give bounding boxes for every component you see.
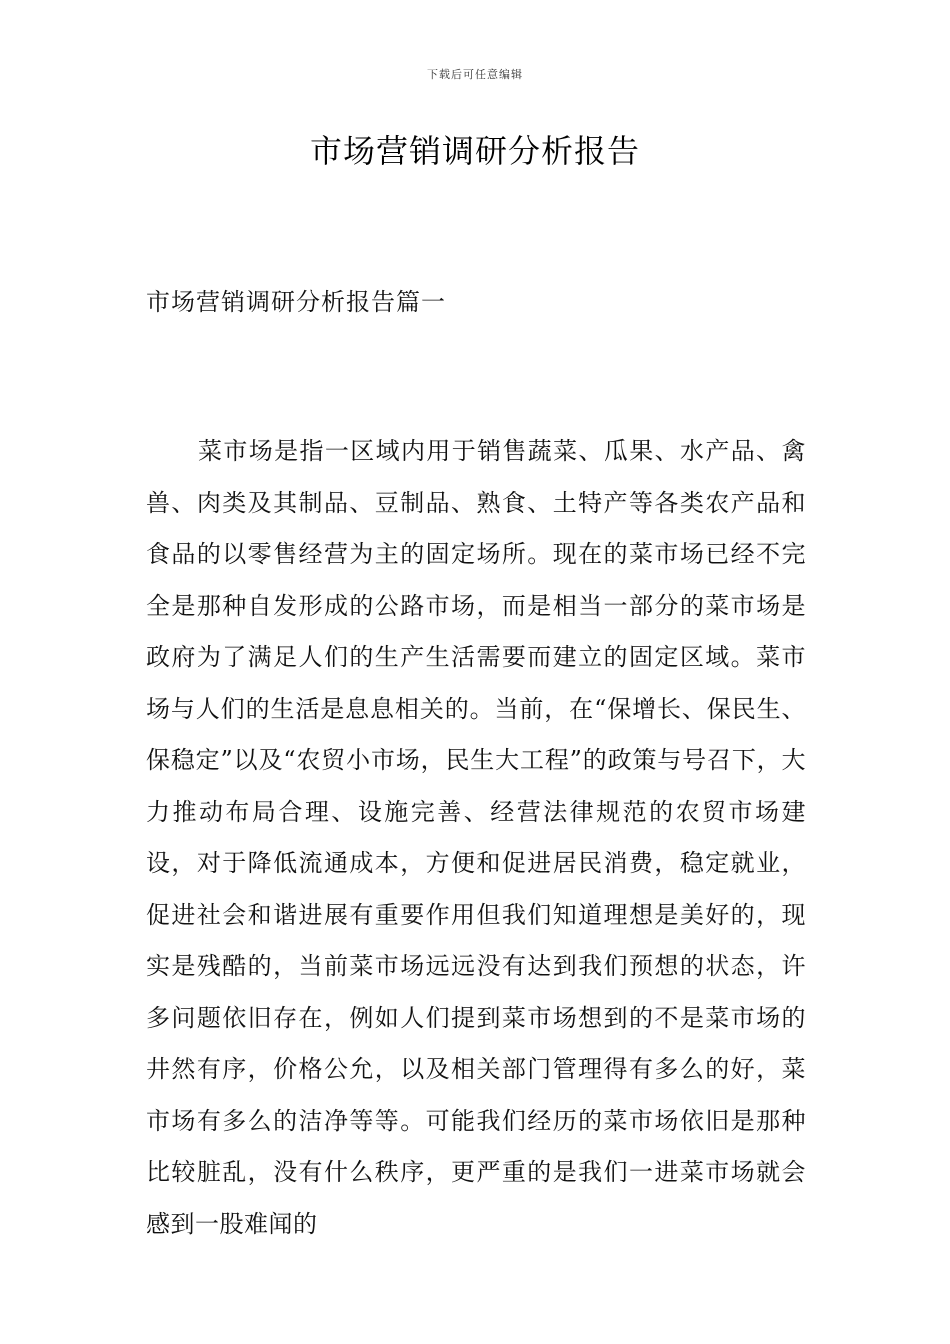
- body-paragraph: 菜市场是指一区域内用于销售蔬菜、瓜果、水产品、禽兽、肉类及其制品、豆制品、熟食、土特产等各类农产品和食品的以零售经营为主的固定场所。现在的菜市场已经不完全是那种自发形成的公路市场，而是相当一部分的菜市场是政府为了满足人们的生产生活需要而建立的固定区域。菜市场与人们的生活是息息相关的。当前，在“保增长、保民生、保稳定”以及“农贸小市场，民生大工程”的政策与号召下，大力推动布局合理、设施完善、经营法律规范的农贸市场建设，对于降低流通成本，方便和促进居民消费，稳定就业，促进社会和谐进展有重要作用但我们知道理想是美好的，现实是残酷的，当前菜市场远远没有达到我们预想的状态，许多问题依旧存在，例如人们提到菜市场想到的不是菜市场的井然有序，价格公允，以及相关部门管理得有多么的好，菜市场有多么的洁净等等。可能我们经历的菜市场依旧是那种比较脏乱，没有什么秩序，更严重的是我们一进菜市场就会感到一股难闻的: [146, 437, 806, 1238]
- document-title: 市场营销调研分析报告: [309, 132, 640, 170]
- header-note: 下载后可任意编辑: [427, 68, 523, 81]
- section-heading: 市场营销调研分析报告篇一: [146, 288, 446, 316]
